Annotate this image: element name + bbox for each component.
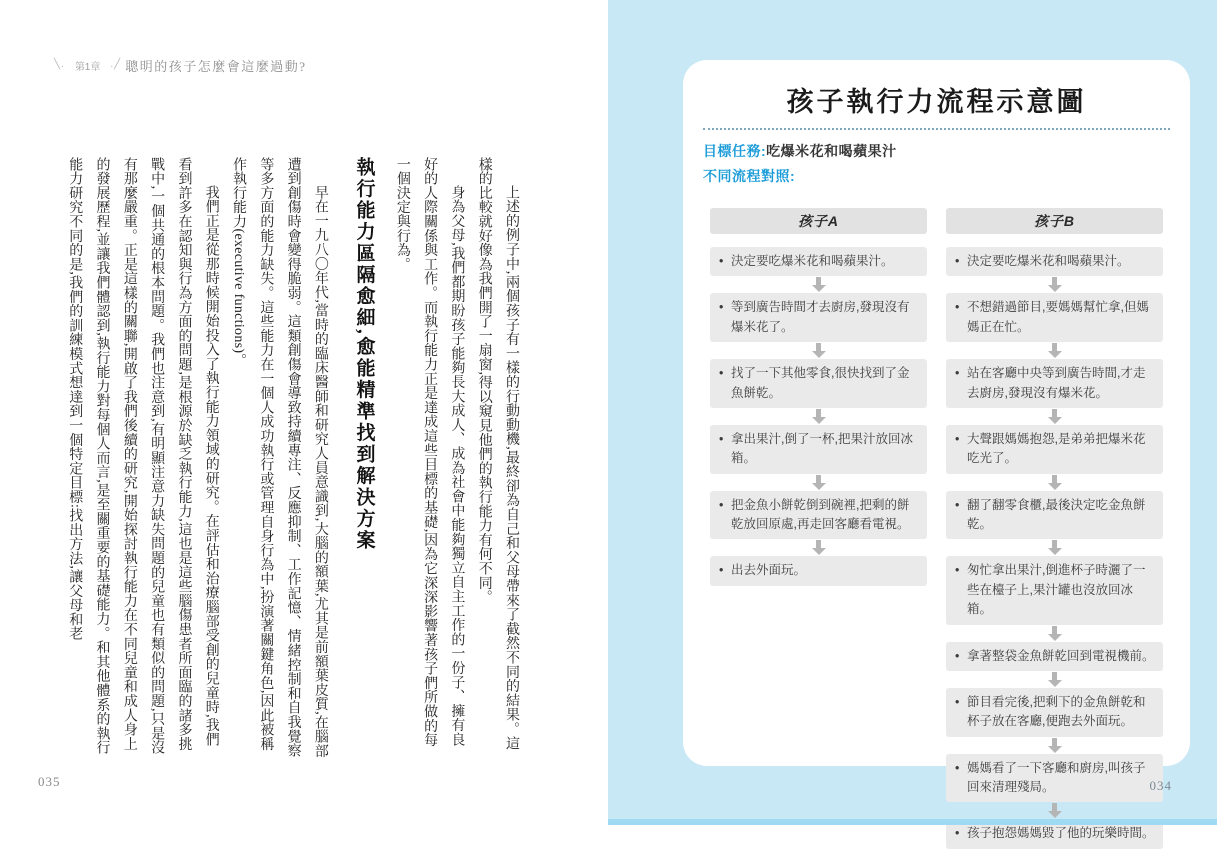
paragraph: 我們正是從那時候開始投入了執行能力領域的研究。在評估和治療腦部受創的兒童時,我們看到許多在認知與行為方面的問題,是根源於缺乏執行能力,這也是這些腦傷患者所面臨的諸多挑戰中,一個共通的根本問題。我們也注意到,有明顯注意力缺失問題的兒童也有類似的問題,只是沒有那麼嚴重。正是這樣的關聯,開啟了我們後續的研究,開始探討執行能力在不同兒童和成人身上的發展歷程,並讓我們體認到,執行能力對每個人而言,是至關重要的基礎能力。和其他體系的執行能力研究不同的是,我們的訓練模式想達到一個特定目標:找出方法,讓父母和老 xyxy=(67,157,219,755)
flow-column-header: 孩子A xyxy=(710,208,927,234)
flow-step: • 決定要吃爆米花和喝蘋果汁。 xyxy=(946,247,1163,276)
flow-step: • 決定要吃爆米花和喝蘋果汁。 xyxy=(710,247,927,276)
down-arrow-icon xyxy=(710,540,927,555)
goal-task-line xyxy=(703,141,1170,161)
down-arrow-icon xyxy=(946,803,1163,818)
goal-task-label: 目標任務: xyxy=(703,143,767,159)
flow-step: • 孩子抱怨媽媽毀了他的玩樂時間。 xyxy=(946,819,1163,848)
flow-step: • 找了一下其他零食,很快找到了金魚餅乾。 xyxy=(710,359,927,408)
down-arrow-icon xyxy=(946,672,1163,687)
flow-step: • 媽媽看了一下客廳和廚房,叫孩子回來清理殘局。 xyxy=(946,754,1163,803)
paragraph: 早在一九八〇年代,當時的臨床醫師和研究人員意識到,大腦的額葉,尤其是前額葉皮質,在腦部遭到創傷時會變得脆弱。這類創傷會導致持續專注、反應抑制、工作記憶、情緒控制和自我覺察等多方面的能力缺失。這些能力在一個人成功執行或管理自身行為中,扮演著關鍵角色,因此被稱作執行能力(executive functions)。 xyxy=(231,157,328,758)
flow-step: • 節目看完後,把剩下的金魚餅乾和杯子放在客廳,便跑去外面玩。 xyxy=(946,688,1163,737)
dotted-divider xyxy=(703,128,1170,130)
slash-deco-left-icon: ╲. xyxy=(54,59,65,70)
down-arrow-icon xyxy=(710,409,927,424)
paragraph: 身為父母,我們都期盼孩子能夠長大成人、成為社會中能夠獨立自主工作的一份子、擁有良好的人際關係與工作。而執行能力正是達成這些目標的基礎,因為它深深影響著孩子們所做的每一個決定與行為。 xyxy=(394,157,465,748)
down-arrow-icon xyxy=(946,277,1163,292)
flow-column-a xyxy=(710,208,927,849)
page-bottom-strip xyxy=(608,819,1217,825)
book-page-right xyxy=(608,0,1217,841)
slash-deco-right-icon: .╱ xyxy=(110,59,122,70)
page-number-left: 035 xyxy=(38,774,61,789)
down-arrow-icon xyxy=(710,343,927,358)
flow-step: • 等到廣告時間才去廚房,發現沒有爆米花了。 xyxy=(710,293,927,342)
flow-columns xyxy=(703,208,1170,849)
flow-step: • 大聲跟媽媽抱怨,是弟弟把爆米花吃光了。 xyxy=(946,425,1163,474)
chapter-title: 聰明的孩子怎麼會這麼過動? xyxy=(125,59,307,74)
flow-step: • 拿著整袋金魚餅乾回到電視機前。 xyxy=(946,642,1163,671)
chapter-label: 第1章 xyxy=(74,62,101,73)
book-page-left xyxy=(0,0,608,825)
vertical-body-text xyxy=(61,157,525,759)
flow-step: • 出去外面玩。 xyxy=(710,556,927,585)
down-arrow-icon xyxy=(710,277,927,292)
flow-step: • 把金魚小餅乾倒到碗裡,把剩的餅乾放回原處,再走回客廳看電視。 xyxy=(710,491,927,540)
paragraph: 上述的例子中,兩個孩子有一樣的行動動機,最終卻為自己和父母帶來了截然不同的結果。這樣的比較就好像為我們開了一扇窗,得以窺見他們的執行能力有何不同。 xyxy=(476,157,519,751)
down-arrow-icon xyxy=(946,626,1163,641)
compare-label: 不同流程對照: xyxy=(703,168,796,184)
diagram-title: 孩子執行力流程示意圖 xyxy=(786,87,1087,117)
down-arrow-icon xyxy=(946,409,1163,424)
section-heading: 執行能力區隔愈細,愈能精準找到解決方案 xyxy=(353,157,375,552)
page-number-right: 034 xyxy=(1149,778,1172,793)
flow-column-b xyxy=(946,208,1163,849)
down-arrow-icon xyxy=(946,540,1163,555)
flow-step: • 拿出果汁,倒了一杯,把果汁放回冰箱。 xyxy=(710,425,927,474)
down-arrow-icon xyxy=(946,738,1163,753)
flow-step: • 匆忙拿出果汁,倒進杯子時灑了一些在檯子上,果汁罐也沒放回冰箱。 xyxy=(946,556,1163,624)
down-arrow-icon xyxy=(710,475,927,490)
flow-step: • 站在客廳中央等到廣告時間,才走去廚房,發現沒有爆米花。 xyxy=(946,359,1163,408)
down-arrow-icon xyxy=(946,343,1163,358)
goal-task-text: 吃爆米花和喝蘋果汁 xyxy=(766,143,897,159)
flow-step: • 翻了翻零食櫃,最後決定吃金魚餅乾。 xyxy=(946,491,1163,540)
chapter-header xyxy=(50,56,306,75)
flow-step: • 不想錯過節目,要媽媽幫忙拿,但媽媽正在忙。 xyxy=(946,293,1163,342)
down-arrow-icon xyxy=(946,475,1163,490)
flow-column-header: 孩子B xyxy=(946,208,1163,234)
